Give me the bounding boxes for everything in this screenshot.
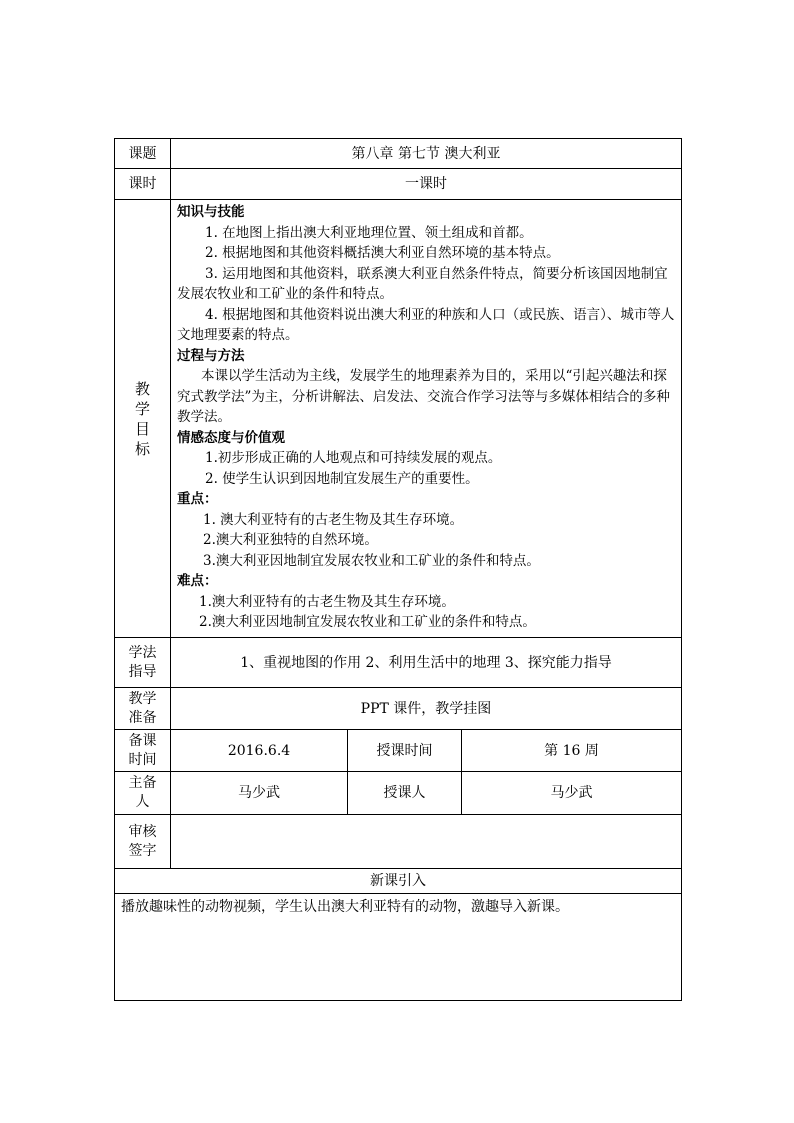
row-prep — [115, 688, 682, 730]
key-item: 2.澳大利亚独特的自然环境。 — [203, 532, 378, 548]
teacher-value: 马少武 — [462, 772, 682, 815]
row-intro-body — [115, 894, 682, 1001]
period-value: 一课时 — [171, 169, 682, 200]
plan-date: 2016.6.4 — [171, 730, 348, 772]
objectives-label — [115, 200, 171, 638]
row-main-preparer — [115, 772, 682, 815]
review-label-line: 审核 — [128, 823, 157, 840]
method-value: 1、重视地图的作用 2、利用生活中的地理 3、探究能力指导 — [171, 638, 682, 688]
attitude-item: 1.初步形成正确的人地观点和可持续发展的观点。 — [205, 450, 502, 466]
review-signature — [171, 815, 682, 869]
key-item: 1. 澳大利亚特有的古老生物及其生存环境。 — [203, 511, 464, 528]
teach-time-label: 授课时间 — [348, 730, 462, 772]
prep-label-line: 教学 — [128, 690, 157, 707]
method-label-line: 指导 — [128, 663, 157, 680]
teacher-label: 授课人 — [348, 772, 462, 815]
row-plan-time — [115, 730, 682, 772]
review-label-line: 签字 — [128, 842, 157, 859]
objectives-label-char: 目 — [134, 419, 150, 438]
intro-heading: 新课引入 — [115, 869, 682, 894]
process-heading: 过程与方法 — [177, 347, 245, 364]
attitude-heading: 情感态度与价值观 — [177, 429, 285, 446]
attitude-item: 2. 使学生认识到因地制宜发展生产的重要性。 — [205, 470, 479, 487]
prep-value: PPT 课件，教学挂图 — [171, 688, 682, 730]
row-method — [115, 638, 682, 688]
knowledge-item: 2. 根据地图和其他资料概括澳大利亚自然环境的基本特点。 — [205, 245, 560, 261]
main-preparer-label-line: 人 — [135, 794, 150, 810]
period-label: 课时 — [115, 169, 171, 200]
row-title — [115, 139, 682, 169]
difficult-heading: 难点： — [177, 573, 218, 589]
prep-label-line: 准备 — [128, 709, 157, 726]
key-heading: 重点： — [177, 491, 218, 507]
difficult-item: 1.澳大利亚特有的古老生物及其生存环境。 — [199, 593, 455, 610]
knowledge-item: 4. 根据地图和其他资料说出澳大利亚的种族和人口（或民族、语言）、城市等人文地理要素的特点。 — [177, 306, 675, 343]
method-label — [115, 638, 171, 688]
objectives-label-char: 教 — [134, 379, 150, 398]
row-period — [115, 169, 682, 200]
main-preparer-label — [115, 772, 171, 815]
objectives-content — [171, 200, 682, 638]
review-label — [115, 815, 171, 869]
plan-time-label-line: 备课 — [128, 732, 157, 749]
teach-time-value: 第 16 周 — [462, 730, 682, 772]
difficult-item: 2.澳大利亚因地制宜发展农牧业和工矿业的条件和特点。 — [199, 614, 536, 630]
objectives-label-char: 学 — [134, 399, 150, 418]
intro-text: 播放趣味性的动物视频，学生认出澳大利亚特有的动物，激趣导入新课。 — [115, 894, 682, 1001]
title-value: 第八章 第七节 澳大利亚 — [171, 139, 682, 169]
knowledge-item: 1. 在地图上指出澳大利亚地理位置、领土组成和首都。 — [205, 224, 533, 241]
prep-label — [115, 688, 171, 730]
objectives-label-char: 标 — [134, 439, 150, 458]
row-review — [115, 815, 682, 869]
knowledge-item: 3. 运用地图和其他资料，联系澳大利亚自然条件特点，简要分析该国因地制宜发展农牧业和工矿业的条件和特点。 — [177, 265, 668, 302]
row-intro-heading — [115, 869, 682, 894]
plan-time-label-line: 时间 — [128, 751, 157, 768]
lesson-plan-table — [114, 138, 682, 1001]
knowledge-heading: 知识与技能 — [177, 204, 245, 220]
row-objectives — [115, 200, 682, 638]
process-text: 本课以学生活动为主线，发展学生的地理素养为目的，采用以“引起兴趣法和探究式教学法”为主，分析讲解法、启发法、交流合作学习法等与多媒体相结合的多种教学法。 — [177, 368, 670, 425]
method-label-line: 学法 — [128, 644, 157, 661]
title-label: 课题 — [115, 139, 171, 169]
main-preparer-label-line: 主备 — [128, 775, 157, 791]
plan-time-label — [115, 730, 171, 772]
key-item: 3.澳大利亚因地制宜发展农牧业和工矿业的条件和特点。 — [203, 552, 540, 569]
main-preparer-value: 马少武 — [171, 772, 348, 815]
